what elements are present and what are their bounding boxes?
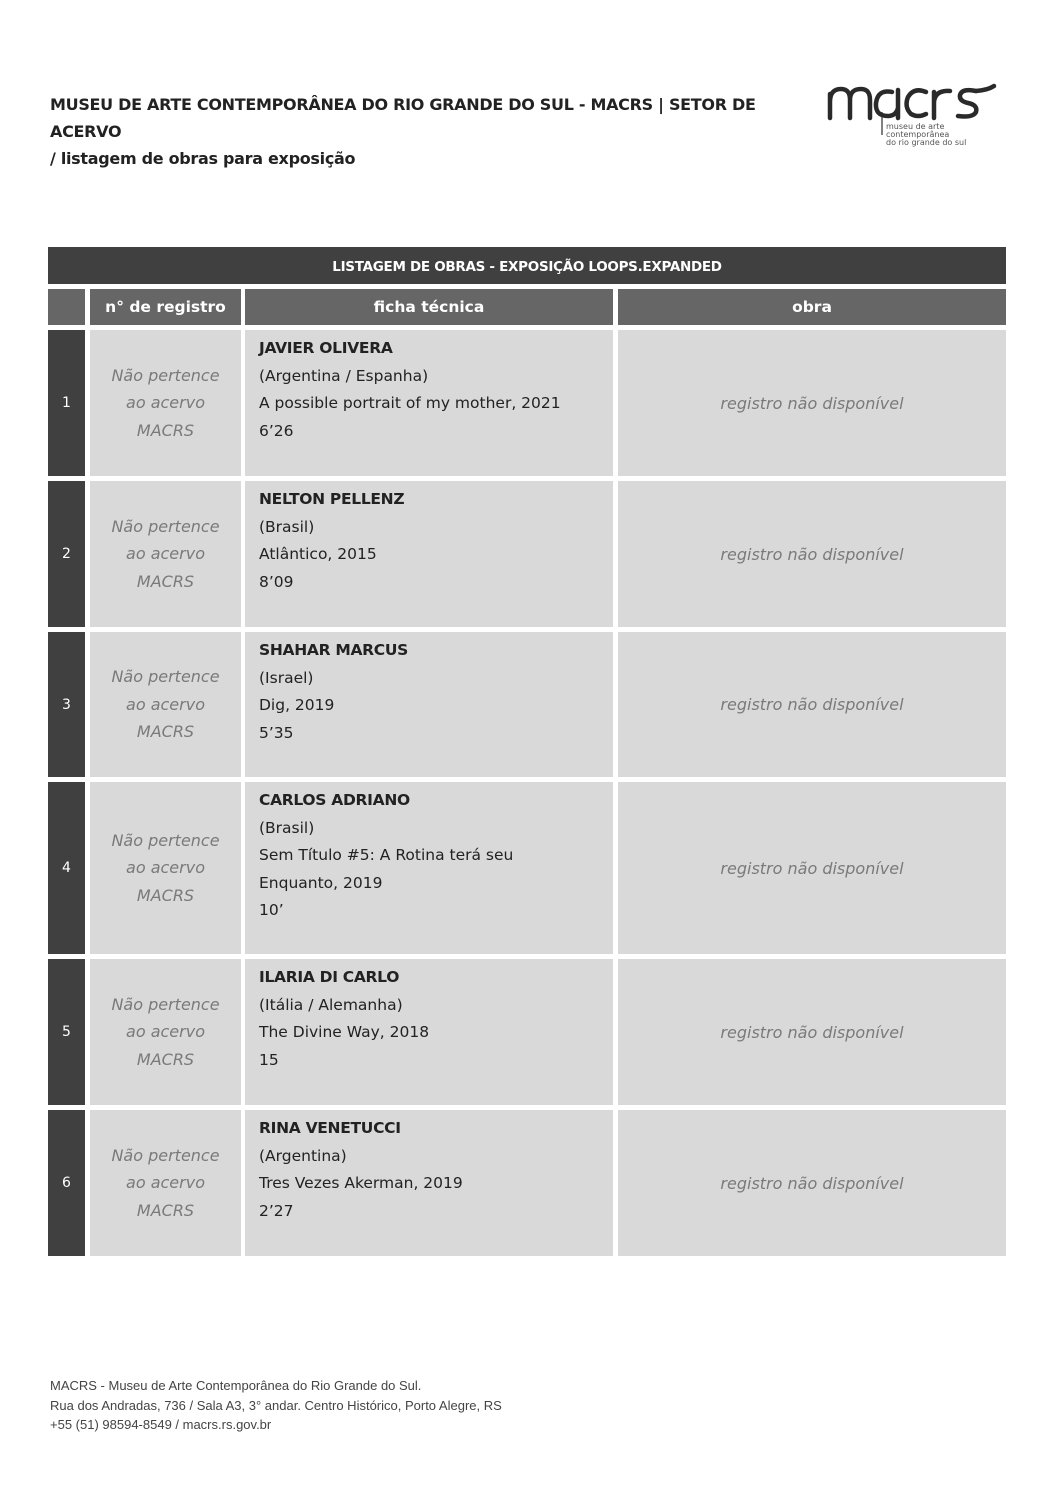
registro-line: Não pertence <box>111 1145 220 1165</box>
footer-line-2: Rua dos Andradas, 736 / Sala A3, 3° andar. Centro Histórico, Porto Alegre, RS <box>50 1397 502 1413</box>
header-title: MUSEU DE ARTE CONTEMPORÂNEA DO RIO GRANDE DO SUL - MACRS | SETOR DE ACERVO <box>50 95 756 141</box>
column-header-index <box>48 289 85 325</box>
obra-cell: registro não disponível <box>618 782 1006 954</box>
footer-line-1: MACRS - Museu de Arte Contemporânea do Rio Grande do Sul. <box>50 1378 422 1393</box>
row-number: 5 <box>48 959 85 1105</box>
ficha-line: 8’09 <box>259 572 294 591</box>
row-number: 2 <box>48 481 85 627</box>
ficha-tecnica-cell <box>245 330 613 476</box>
obra-cell: registro não disponível <box>618 632 1006 777</box>
row-number: 4 <box>48 782 85 954</box>
ficha-tecnica-cell <box>245 481 613 627</box>
ficha-line: (Brasil) <box>259 818 315 837</box>
registro-line: ao acervo <box>126 1173 205 1193</box>
artist-name: ILARIA DI CARLO <box>259 968 400 986</box>
table-row <box>48 632 1006 777</box>
ficha-line: 15 <box>259 1050 279 1069</box>
registro-line: ao acervo <box>126 694 205 714</box>
registro-line: Não pertence <box>111 830 220 850</box>
ficha-line: 6’26 <box>259 421 294 440</box>
obra-cell: registro não disponível <box>618 1110 1006 1256</box>
column-header-registro: n° de registro <box>90 289 241 325</box>
table-row <box>48 782 1006 954</box>
artist-name: RINA VENETUCCI <box>259 1119 401 1137</box>
registro-line: MACRS <box>136 571 195 591</box>
ficha-line: Dig, 2019 <box>259 696 335 714</box>
logo-subtitle-line-2: do rio grande do sul <box>886 138 967 147</box>
artist-name: SHAHAR MARCUS <box>259 641 409 659</box>
macrs-logo <box>826 80 1006 147</box>
registro-cell <box>90 782 241 954</box>
ficha-line: (Itália / Alemanha) <box>259 995 403 1014</box>
header-subtitle: / listagem de obras para exposição <box>50 149 356 168</box>
logo-subtitle-line-1: museu de arte contemporânea <box>886 122 950 139</box>
registro-line: MACRS <box>136 420 195 440</box>
obra-cell: registro não disponível <box>618 481 1006 627</box>
footer-line-3: +55 (51) 98594-8549 / macrs.rs.gov.br <box>50 1417 272 1432</box>
table-title: LISTAGEM DE OBRAS - EXPOSIÇÃO LOOPS.EXPANDED <box>48 247 1006 284</box>
registro-line: MACRS <box>136 1049 195 1069</box>
logo-subtitle <box>886 123 1006 147</box>
ficha-tecnica-cell <box>245 632 613 777</box>
registro-cell <box>90 330 241 476</box>
registro-line: ao acervo <box>126 544 205 564</box>
registro-line: Não pertence <box>111 667 220 687</box>
table-row <box>48 330 1006 476</box>
row-number: 6 <box>48 1110 85 1256</box>
registro-cell <box>90 481 241 627</box>
table-row <box>48 481 1006 627</box>
ficha-line: (Brasil) <box>259 517 315 536</box>
ficha-line: (Israel) <box>259 668 314 687</box>
ficha-line: (Argentina / Espanha) <box>259 366 429 385</box>
table-row <box>48 1110 1006 1256</box>
registro-cell <box>90 1110 241 1256</box>
document-footer <box>50 1376 502 1435</box>
ficha-line: Atlântico, 2015 <box>259 545 377 563</box>
row-number: 1 <box>48 330 85 476</box>
ficha-line: A possible portrait of my mother, 2021 <box>259 394 561 412</box>
ficha-tecnica-cell <box>245 959 613 1105</box>
registro-cell <box>90 632 241 777</box>
ficha-line: Sem Título #5: A Rotina terá seu <box>259 846 514 864</box>
ficha-line: The Divine Way, 2018 <box>259 1023 430 1041</box>
ficha-tecnica-cell <box>245 1110 613 1256</box>
registro-line: Não pertence <box>111 516 220 536</box>
registro-line: ao acervo <box>126 858 205 878</box>
registro-line: Não pertence <box>111 365 220 385</box>
column-header-obra: obra <box>618 289 1006 325</box>
ficha-line: Enquanto, 2019 <box>259 873 383 892</box>
registro-line: Não pertence <box>111 994 220 1014</box>
obra-cell: registro não disponível <box>618 330 1006 476</box>
artist-name: CARLOS ADRIANO <box>259 791 410 809</box>
ficha-line: (Argentina) <box>259 1146 347 1165</box>
ficha-line: 5’35 <box>259 723 294 742</box>
ficha-tecnica-cell <box>245 782 613 954</box>
document-header <box>50 91 810 172</box>
registro-cell <box>90 959 241 1105</box>
row-number: 3 <box>48 632 85 777</box>
obra-cell: registro não disponível <box>618 959 1006 1105</box>
registro-line: MACRS <box>136 722 195 742</box>
registro-line: ao acervo <box>126 393 205 413</box>
ficha-line: 10’ <box>259 901 284 919</box>
registro-line: MACRS <box>136 1200 195 1220</box>
registro-line: ao acervo <box>126 1022 205 1042</box>
column-header-ficha-tecnica: ficha técnica <box>245 289 613 325</box>
ficha-line: 2’27 <box>259 1201 294 1220</box>
artist-name: NELTON PELLENZ <box>259 490 405 508</box>
table-row <box>48 959 1006 1105</box>
ficha-line: Tres Vezes Akerman, 2019 <box>259 1174 463 1192</box>
registro-line: MACRS <box>136 885 195 905</box>
artist-name: JAVIER OLIVERA <box>259 339 393 357</box>
